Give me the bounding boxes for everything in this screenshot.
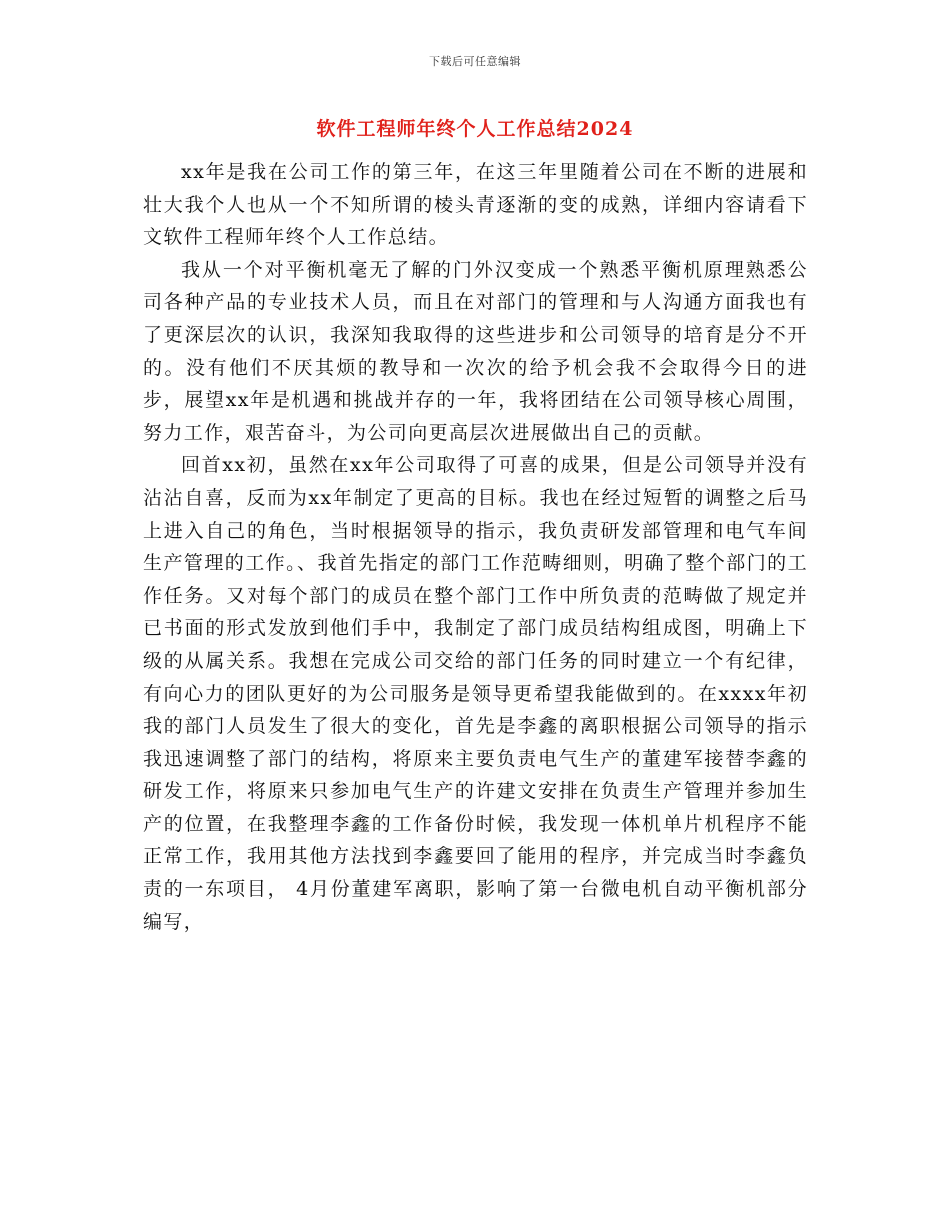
paragraph-2: 我从一个对平衡机毫无了解的门外汉变成一个熟悉平衡机原理熟悉公司各种产品的专业技术人员，而且在对部门的管理和与人沟通方面我也有了更深层次的认识，我深知我取得的这些进步和公司领导的培育是分不开的。没有他们不厌其烦的教导和一次次的给予机会我不会取得今日的进步，展望xx年是机遇和挑战并存的一年，我将团结在公司领导核心周围，努力工作，艰苦奋斗，为公司向更高层次进展做出自己的贡献。 — [143, 258, 808, 444]
paragraph-1: xx年是我在公司工作的第三年，在这三年里随着公司在不断的进展和壮大我个人也从一个不知所谓的棱头青逐渐的变的成熟，详细内容请看下文软件工程师年终个人工作总结。 — [143, 161, 808, 249]
header-note: 下载后可任意编辑 — [429, 55, 521, 68]
paragraph-3: 回首xx初，虽然在xx年公司取得了可喜的成果，但是公司领导并没有沾沾自喜，反而为xx年制定了更高的目标。我也在经过短暂的调整之后马上进入自己的角色，当时根据领导的指示，我负责研发部管理和电气车间生产管理的工作。、我首先指定的部门工作范畴细则，明确了整个部门的工作任务。又对每个部门的成员在整个部门工作中所负责的范畴做了规定并已书面的形式发放到他们手中，我制定了部门成员结构组成图，明确上下级的从属关系。我想在完成公司交给的部门任务的同时建立一个有纪律，有向心力的团队更好的为公司服务是领导更希望我能做到的。在xxxx年初我的部门人员发生了很大的变化，首先是李鑫的离职根据公司领导的指示我迅速调整了部门的结构，将原来主要负责电气生产的董建军接替李鑫的研发工作，将原来只参加电气生产的许建文安排在负责生产管理并参加生产的位置，在我整理李鑫的工作备份时候，我发现一体机单片机程序不能正常工作，我用其他方法找到李鑫要回了能用的程序，并完成当时李鑫负责的一东项目， 4月份董建军离职，影响了第一台微电机自动平衡机部分编写， — [143, 454, 808, 933]
document-title: 软件工程师年终个人工作总结2024 — [316, 118, 634, 140]
document-body — [143, 156, 808, 938]
